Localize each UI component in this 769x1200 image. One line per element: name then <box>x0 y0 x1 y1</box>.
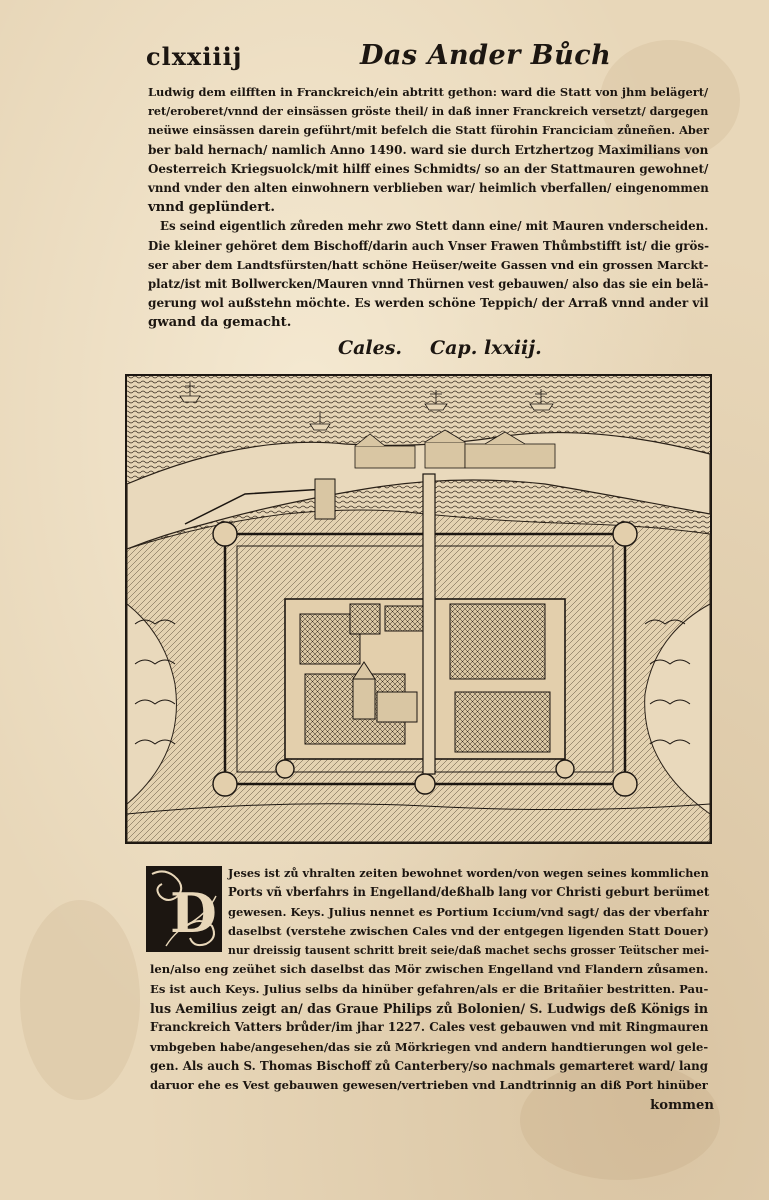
text-line: lus Aemilius zeigt an/ das Graue Philips zů Bolonien/ S. Ludwigs deß Königs in <box>150 1001 709 1017</box>
text-line: Ports vñ vberfahrs in Engelland/deßhalb lang vor Christi geburt berümet <box>228 885 710 900</box>
folio-number: clxxiiij <box>146 42 243 71</box>
harbour-tower <box>315 479 335 519</box>
text-line: ret/eroberet/vnnd der einsässen gröste theil/ in daß inner Franckreich versetzt/ dargegen <box>148 105 709 119</box>
text-line: vmbgeben habe/angesehen/das sie zů Mörkriegen vnd andern handtierungen wol gele- <box>150 1039 709 1054</box>
text-line: Die kleiner gehöret dem Bischoff/darin auch Vnser Frawen Thůmbstifft ist/ die grös- <box>148 238 709 253</box>
paper-stain <box>20 900 140 1100</box>
text-line: ser aber dem Landtsfürsten/hatt schöne Heüser/weite Gassen vnd ein grossen Marckt- <box>148 257 709 272</box>
text-line: vnnd vnder den alten einwohnern verblieben war/ heimlich vberfallen/ eingenommen <box>148 181 709 196</box>
text-line: Ludwig dem eilfften in Franckreich/ein abtritt gethon: ward die Statt von jhm belägert/ <box>148 85 709 99</box>
central-canal <box>423 474 435 774</box>
text-line: nur dreissig tausent schritt breit seie/daß machet sechs grosser Teütscher mei- <box>228 944 710 958</box>
text-line: daselbst (verstehe zwischen Cales vnd der entgegen ligenden Statt Douer) <box>228 923 709 938</box>
text-line: Es seind eigentlich zůreden mehr zwo Stett dann eine/ mit Mauren vnderscheiden. <box>160 219 709 234</box>
text-line: len/also eng zeühet sich daselbst das Mör zwischen Engelland vnd Flandern zůsamen. <box>150 962 709 977</box>
text-block-bottom <box>150 864 714 1115</box>
text-line: gerung wol außstehn möchte. Es werden schöne Teppich/ der Arraß vnnd ander vil <box>148 296 709 311</box>
woodcut-view-of-calais <box>125 374 712 844</box>
text-line: ber bald hernach/ namlich Anno 1490. ward sie durch Ertzhertzog Maximilians von <box>148 142 709 157</box>
text-line: gewesen. Keys. Julius nennet es Portium Iccium/vnd sagt/ das der vberfahr <box>228 904 709 919</box>
chapter-caption <box>338 337 558 363</box>
text-line: Es ist auch Keys. Julius selbs da hinüber gefahren/als er die Britañier bestritten. Pau- <box>150 981 709 996</box>
svg-text:D: D <box>170 881 217 945</box>
caption-chapter: Cap. lxxiij. <box>430 337 542 359</box>
text-line: daruor ehe es Vest gebauwen gewesen/vertrieben vnd Landtrinnig an diß Port hinüber <box>150 1078 708 1093</box>
text-line: Franckreich Vatters brůder/im jhar 1227. Cales vest gebauwen vnd mit Ringmauren <box>150 1020 709 1035</box>
text-line: gwand da gemacht. <box>148 315 292 331</box>
caption-place: Cales. <box>338 337 403 359</box>
catchword: kommen <box>650 1097 714 1113</box>
text-line: Oesterreich Kriegsuolck/mit hilff eines Schmidts/ so an der Stattmauren gewohnet/ <box>148 161 709 176</box>
text-line: gen. Als auch S. Thomas Bischoff zů Canterbery/so nachmals gemarteret ward/ lang <box>150 1058 709 1073</box>
page-header <box>146 38 626 78</box>
running-title: Das Ander Bůch <box>360 40 612 71</box>
text-line: vnnd geplündert. <box>148 200 275 216</box>
text-block-top <box>148 83 714 333</box>
text-line: neüwe einsässen darein geführt/mit befelch die Statt fürohin Franciciam zůneñen. Aber <box>148 123 710 138</box>
text-line: Jeses ist zů vhralten zeiten bewohnet worden/von wegen seines kommlichen <box>228 866 709 880</box>
text-line: platz/ist mit Bollwercken/Mauren vnnd Thürnen vest gebauwen/ also das sie ein belä- <box>148 277 709 292</box>
